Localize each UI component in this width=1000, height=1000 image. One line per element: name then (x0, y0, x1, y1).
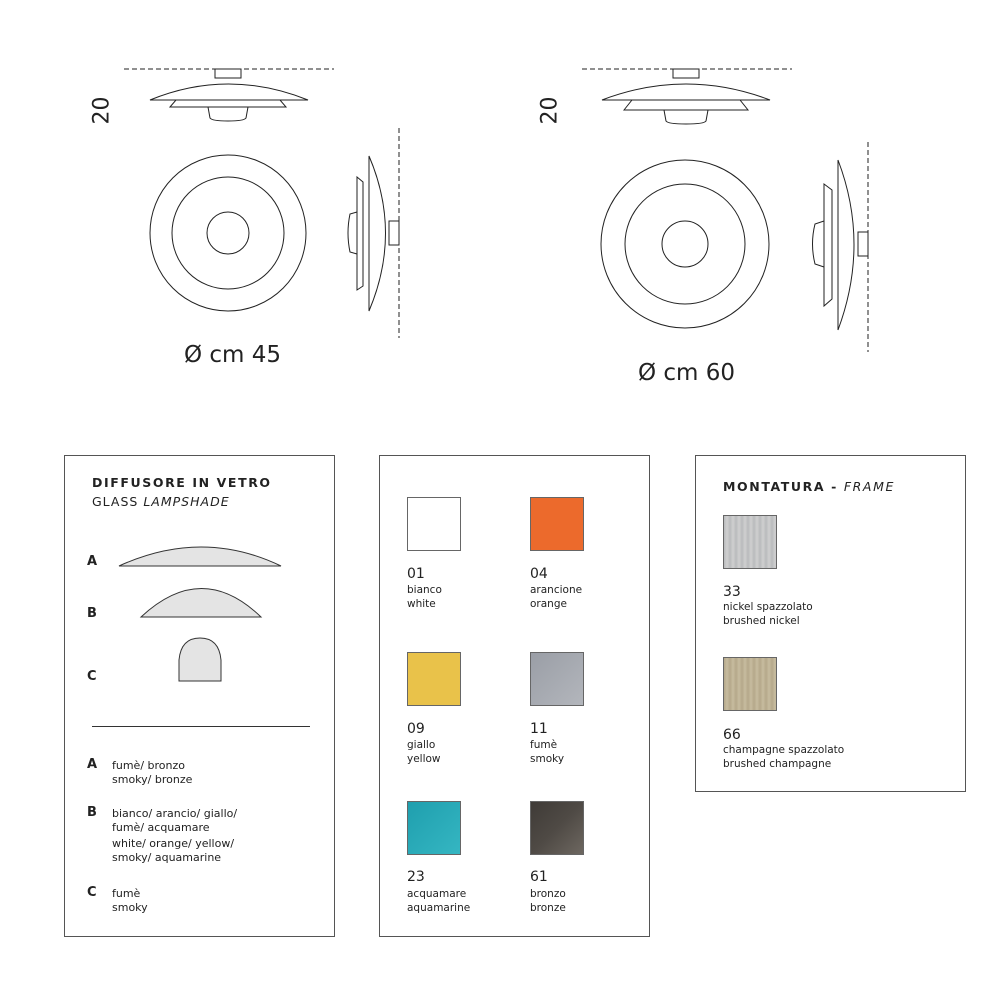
frame-panel (695, 455, 966, 792)
desc-b: bianco/ arancio/ giallo/ fumè/ acquamare white/ orange/ yellow/ smoky/ aquamarine (112, 807, 238, 864)
technical-drawings (0, 0, 1000, 430)
color-swatch-yellow[interactable] (407, 652, 461, 706)
color-swatch-bronze[interactable] (530, 801, 584, 855)
lampshade-parts-diagram (65, 456, 336, 716)
desc-letter: B (87, 805, 97, 820)
finish-swatch-brushed-nickel[interactable] (723, 515, 777, 569)
finish-name: nickel spazzolato brushed nickel (723, 601, 813, 627)
color-name: acquamare aquamarine (407, 888, 471, 914)
color-code: 09 (407, 721, 425, 737)
panel-subtitle: GLASS LAMPSHADE (92, 494, 230, 509)
color-name: bianco white (407, 584, 442, 610)
desc-c: fumè smoky (112, 887, 148, 914)
color-code: 11 (530, 721, 548, 737)
divider (92, 726, 310, 727)
diameter-label: Ø cm 45 (184, 342, 282, 368)
shade-b-profile (624, 100, 748, 110)
ceiling-mount (673, 69, 699, 78)
color-name: bronzo bronze (530, 888, 566, 914)
shade-a-shape (119, 547, 281, 566)
shade-c-shape (179, 638, 221, 681)
lamp-60-plan-view (601, 160, 769, 328)
lamp-60-lateral-view (813, 142, 869, 352)
shade-c-profile (664, 110, 708, 124)
part-label: C (87, 669, 97, 684)
outer-ring (601, 160, 769, 328)
middle-ring (172, 177, 284, 289)
color-swatch-aquamarine[interactable] (407, 801, 461, 855)
color-swatch-white[interactable] (407, 497, 461, 551)
finish-code: 33 (723, 584, 741, 600)
colors-panel (379, 455, 650, 937)
color-code: 01 (407, 566, 425, 582)
part-label: B (87, 606, 97, 621)
outer-ring (150, 155, 306, 311)
lamp-60-side-view (582, 69, 792, 124)
lamp-45-side-view (124, 69, 334, 121)
color-swatch-orange[interactable] (530, 497, 584, 551)
inner-ring (207, 212, 249, 254)
finish-swatch-brushed-champagne[interactable] (723, 657, 777, 711)
part-label: A (87, 554, 98, 569)
finish-name: champagne spazzolato brushed champagne (723, 744, 845, 770)
shade-a-profile (150, 84, 308, 100)
lamp-45-lateral-view (348, 128, 399, 338)
desc-a: fumè/ bronzo smoky/ bronze (112, 759, 193, 786)
color-name: fumè smoky (530, 739, 565, 765)
diameter-label: Ø cm 60 (638, 360, 736, 386)
finish-code: 66 (723, 727, 741, 743)
ceiling-mount (215, 69, 241, 78)
panel-title: MONTATURA - FRAME (723, 479, 895, 494)
color-code: 61 (530, 869, 548, 885)
lampshade-panel (64, 455, 335, 937)
color-name: arancione orange (530, 584, 583, 610)
panel-title: DIFFUSORE IN VETRO (92, 475, 272, 490)
middle-ring (625, 184, 745, 304)
color-code: 23 (407, 869, 425, 885)
shade-b-shape (141, 589, 261, 618)
height-dimension-label: 20 (89, 96, 115, 125)
desc-letter: A (87, 757, 98, 772)
shade-a-profile (602, 84, 770, 100)
color-code: 04 (530, 566, 548, 582)
inner-ring (662, 221, 708, 267)
color-name: giallo yellow (407, 739, 441, 765)
shade-c-profile (208, 107, 248, 121)
shade-b-profile (170, 100, 286, 107)
lamp-45-plan-view (150, 155, 306, 311)
desc-letter: C (87, 885, 97, 900)
color-swatch-smoky[interactable] (530, 652, 584, 706)
height-dimension-label: 20 (537, 96, 563, 125)
